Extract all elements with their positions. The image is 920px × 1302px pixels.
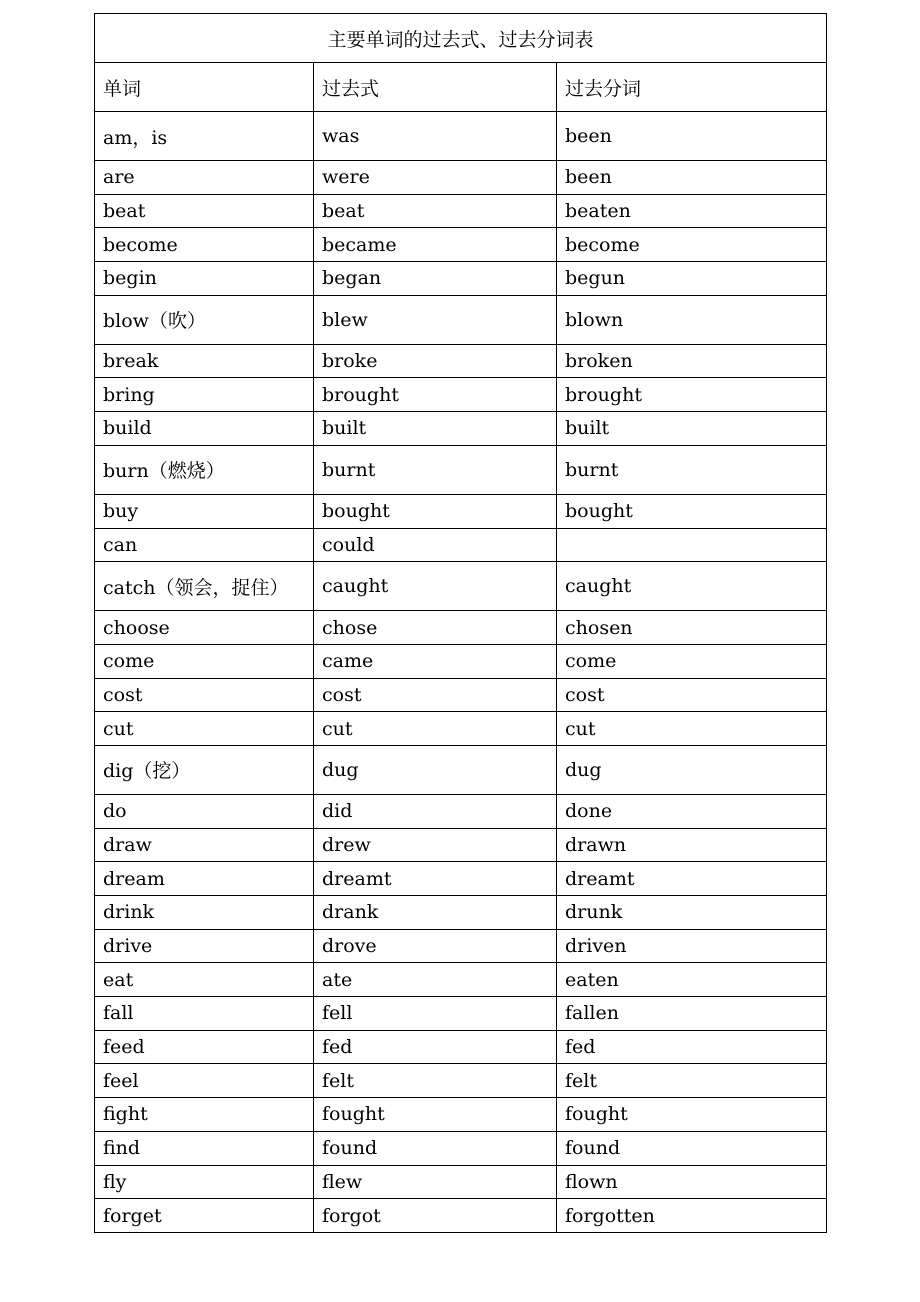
cell-past-participle: broken (557, 344, 827, 378)
cell-word: fly (95, 1165, 314, 1199)
cell-past-tense: beat (314, 194, 557, 228)
table-row (95, 745, 827, 794)
cell-word: fight (95, 1098, 314, 1132)
cell-past-tense: came (314, 644, 557, 678)
cell-past-tense: built (314, 412, 557, 446)
cell-past-participle: fought (557, 1098, 827, 1132)
cell-past-participle: come (557, 644, 827, 678)
cell-past-participle: dreamt (557, 862, 827, 896)
table-row (95, 1030, 827, 1064)
table-row (95, 1064, 827, 1098)
cell-past-tense: bought (314, 494, 557, 528)
table-row (95, 528, 827, 562)
cell-word: catch（领会，捉住） (95, 562, 314, 611)
cell-word: draw (95, 828, 314, 862)
cell-word: eat (95, 963, 314, 997)
cell-past-tense: caught (314, 562, 557, 611)
cell-past-participle: driven (557, 929, 827, 963)
cell-past-participle: built (557, 412, 827, 446)
cell-word: break (95, 344, 314, 378)
cell-word: fall (95, 997, 314, 1031)
cell-past-participle: burnt (557, 445, 827, 494)
cell-word: dream (95, 862, 314, 896)
table-row (95, 794, 827, 828)
title-row (95, 14, 827, 63)
table-row (95, 929, 827, 963)
cell-past-participle: drawn (557, 828, 827, 862)
cell-past-tense: fell (314, 997, 557, 1031)
cell-past-participle: done (557, 794, 827, 828)
cell-past-tense: cut (314, 712, 557, 746)
table-row (95, 562, 827, 611)
verb-table-body (95, 14, 827, 1233)
cell-word: drive (95, 929, 314, 963)
cell-past-tense: could (314, 528, 557, 562)
header-word: 单词 (95, 63, 314, 112)
cell-word: can (95, 528, 314, 562)
cell-past-tense: were (314, 161, 557, 195)
table-row (95, 963, 827, 997)
cell-word: cut (95, 712, 314, 746)
header-row (95, 63, 827, 112)
cell-past-participle: cut (557, 712, 827, 746)
cell-word: am，is (95, 112, 314, 161)
cell-past-tense: drank (314, 896, 557, 930)
table-row (95, 712, 827, 746)
cell-word: do (95, 794, 314, 828)
table-row (95, 228, 827, 262)
header-past-participle: 过去分词 (557, 63, 827, 112)
table-row (95, 997, 827, 1031)
cell-past-tense: felt (314, 1064, 557, 1098)
cell-past-participle: begun (557, 262, 827, 296)
cell-word: feed (95, 1030, 314, 1064)
cell-past-participle (557, 528, 827, 562)
cell-word: are (95, 161, 314, 195)
cell-word: choose (95, 611, 314, 645)
cell-past-participle: become (557, 228, 827, 262)
cell-past-tense: dreamt (314, 862, 557, 896)
cell-past-participle: caught (557, 562, 827, 611)
cell-past-participle: found (557, 1131, 827, 1165)
table-row (95, 262, 827, 296)
table-row (95, 112, 827, 161)
cell-word: feel (95, 1064, 314, 1098)
cell-past-participle: chosen (557, 611, 827, 645)
table-row (95, 828, 827, 862)
cell-past-participle: beaten (557, 194, 827, 228)
table-row (95, 161, 827, 195)
cell-word: cost (95, 678, 314, 712)
cell-past-tense: dug (314, 745, 557, 794)
cell-word: bring (95, 378, 314, 412)
cell-word: build (95, 412, 314, 446)
cell-word: find (95, 1131, 314, 1165)
table-row (95, 896, 827, 930)
cell-past-tense: brought (314, 378, 557, 412)
cell-word: burn（燃烧） (95, 445, 314, 494)
cell-past-tense: became (314, 228, 557, 262)
cell-past-participle: flown (557, 1165, 827, 1199)
cell-past-participle: eaten (557, 963, 827, 997)
table-row (95, 1165, 827, 1199)
cell-past-tense: chose (314, 611, 557, 645)
cell-past-participle: been (557, 112, 827, 161)
cell-word: drink (95, 896, 314, 930)
cell-word: become (95, 228, 314, 262)
cell-past-tense: forgot (314, 1199, 557, 1233)
table-row (95, 412, 827, 446)
cell-past-tense: found (314, 1131, 557, 1165)
cell-past-participle: dug (557, 745, 827, 794)
cell-word: begin (95, 262, 314, 296)
cell-past-participle: drunk (557, 896, 827, 930)
table-row (95, 494, 827, 528)
cell-past-participle: felt (557, 1064, 827, 1098)
cell-past-participle: blown (557, 295, 827, 344)
table-row (95, 1098, 827, 1132)
cell-past-tense: drew (314, 828, 557, 862)
cell-word: dig（挖） (95, 745, 314, 794)
cell-past-tense: drove (314, 929, 557, 963)
cell-past-participle: brought (557, 378, 827, 412)
cell-past-tense: ate (314, 963, 557, 997)
cell-past-tense: cost (314, 678, 557, 712)
cell-word: buy (95, 494, 314, 528)
cell-past-tense: burnt (314, 445, 557, 494)
cell-word: forget (95, 1199, 314, 1233)
table-row (95, 344, 827, 378)
cell-word: come (95, 644, 314, 678)
header-past-tense: 过去式 (314, 63, 557, 112)
table-row (95, 862, 827, 896)
cell-past-tense: broke (314, 344, 557, 378)
cell-past-participle: fed (557, 1030, 827, 1064)
cell-past-tense: blew (314, 295, 557, 344)
cell-past-participle: fallen (557, 997, 827, 1031)
table-row (95, 445, 827, 494)
table-row (95, 1131, 827, 1165)
table-row (95, 194, 827, 228)
table-row (95, 611, 827, 645)
cell-past-tense: flew (314, 1165, 557, 1199)
cell-past-tense: began (314, 262, 557, 296)
cell-past-participle: bought (557, 494, 827, 528)
cell-past-tense: fought (314, 1098, 557, 1132)
table-row (95, 1199, 827, 1233)
table-row (95, 378, 827, 412)
table-row (95, 678, 827, 712)
cell-past-tense: did (314, 794, 557, 828)
cell-past-participle: cost (557, 678, 827, 712)
cell-past-tense: was (314, 112, 557, 161)
cell-past-tense: fed (314, 1030, 557, 1064)
table-row (95, 644, 827, 678)
cell-word: blow（吹） (95, 295, 314, 344)
cell-past-participle: been (557, 161, 827, 195)
cell-word: beat (95, 194, 314, 228)
cell-past-participle: forgotten (557, 1199, 827, 1233)
verb-forms-table (94, 13, 827, 1233)
table-title: 主要单词的过去式、过去分词表 (95, 14, 827, 63)
table-row (95, 295, 827, 344)
